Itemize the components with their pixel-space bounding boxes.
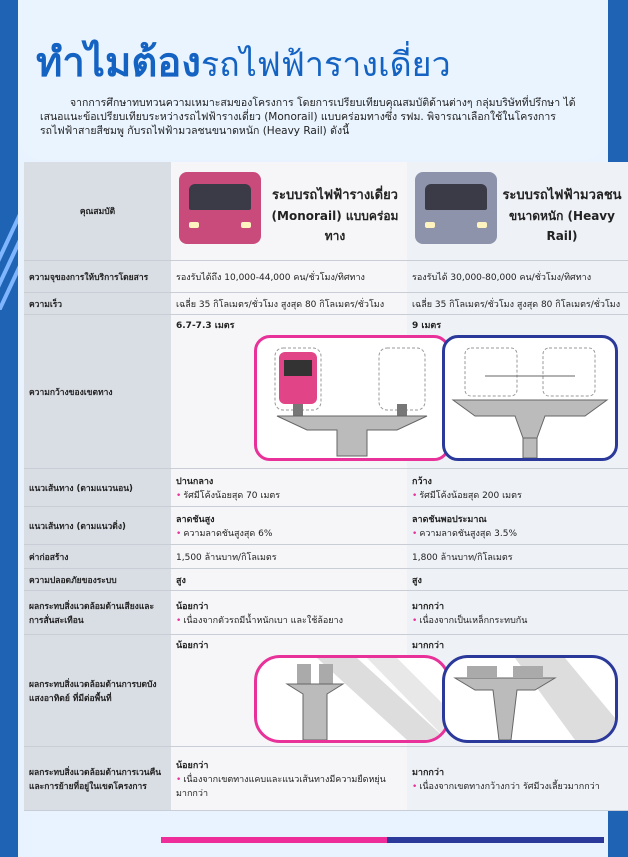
table-row [24,635,628,747]
row-mono: เฉลี่ย 35 กิโลเมตร/ชั่วโมง สูงสุด 80 กิโลเมตร/ชั่วโมง [171,293,407,315]
heavy-width-value: 9 เมตร [412,321,442,331]
row-attr: ความเร็ว [24,293,171,315]
title-part2: รถไฟฟ้ารางเดี่ยว [200,45,451,85]
header-heavy-line2: ขนาดหนัก (Heavy Rail) [509,209,615,243]
row-mono [171,469,407,507]
row-heavy: สูง [407,569,628,591]
row-heavy: เฉลี่ย 35 กิโลเมตร/ชั่วโมง สูงสุด 80 กิโลเมตร/ชั่วโมง [407,293,628,315]
row-attr: แนวเส้นทาง (ตามแนวนอน) [24,469,171,507]
row-attr: ค่าก่อสร้าง [24,545,171,569]
row-heavy [407,747,628,811]
intro-paragraph: จากการศึกษาทบทวนความเหมาะสมของโครงการ โดยการเปรียบเทียบคุณสมบัติด้านต่างๆ กลุ่มบริษัทที่ปรึกษา ได้เสนอแนะข้อเปรียบเทียบระหว่างรถไฟฟ้ารางเดี่ยว (Monorail) แบบคร่อมทางซึ่ง รฟม. พิจารณาเลือกใช้ในโครงการรถไฟฟ้าสายสีชมพู กับรถไฟฟ้ามวลชนขนาดหนัก (Heavy Rail) ดังนี้ [40,97,576,137]
heavy-main: มากกว่า [412,767,444,778]
heavy-sub: • ความลาดชันสูงสุด 3.5% [412,526,628,540]
heavy-main: กว้าง [412,476,432,487]
row-mono [171,747,407,811]
row-attr: ผลกระทบสิ่งแวดล้อมด้านการบดบังแสงอาทิตย์ ที่มีต่อพื้นที่ [24,635,171,747]
row-heavy: 1,800 ล้านบาท/กิโลเมตร [407,545,628,569]
mono-sub: • เนื่องจากตัวรถมีน้ำหนักเบา และใช้ล้อยาง [176,613,402,627]
header-monorail-line2: (Monorail) แบบคร่อมทาง [271,209,399,243]
row-mono [171,507,407,545]
row-mono [171,635,407,747]
mono-main: ปานกลาง [176,476,214,487]
table-row [24,747,628,811]
mono-main: ลาดชันสูง [176,514,215,525]
table-row [24,507,628,545]
row-attr: ผลกระทบสิ่งแวดล้อมด้านเสียงและการสั่นสะเทือน [24,591,171,635]
table-row [24,261,628,293]
table-row [24,293,628,315]
row-heavy [407,469,628,507]
row-mono: สูง [171,569,407,591]
table-row [24,545,628,569]
page-title [36,30,451,90]
heavy-rail-shadow-figure [442,655,618,743]
mono-sub: • เนื่องจากเขตทางแคบและแนวเส้นทางมีความยืดหยุ่นมากกว่า [176,772,402,800]
row-mono: รองรับได้ถึง 10,000-44,000 คน/ชั่วโมง/ทิศทาง [171,261,407,293]
mono-main: น้อยกว่า [176,641,209,651]
heavy-rail-train-icon [415,172,497,244]
mono-sub: • รัศมีโค้งน้อยสุด 70 เมตร [176,488,402,502]
mono-sub: • ความลาดชันสูงสุด 6% [176,526,402,540]
table-row [24,469,628,507]
heavy-main: ลาดชันพอประมาณ [412,514,487,525]
heavy-sub: • รัศมีโค้งน้อยสุด 200 เมตร [412,488,628,502]
row-attr: แนวเส้นทาง (ตามแนวดิ่ง) [24,507,171,545]
table-row [24,591,628,635]
heavy-sub: • เนื่องจากเขตทางกว้างกว่า รัศมีวงเลี้ยวมากกว่า [412,779,628,793]
table-row [24,569,628,591]
header-attribute: คุณสมบัติ [24,162,171,261]
header-heavy-rail [407,162,628,261]
comparison-table [24,162,628,811]
mono-main: น้อยกว่า [176,760,209,771]
heavy-rail-cross-section-figure [442,335,618,461]
row-heavy [407,507,628,545]
header-monorail-line1: ระบบรถไฟฟ้ารางเดี่ยว [271,188,398,203]
heavy-sub: • เนื่องจากเป็นเหล็กกระทบกัน [412,613,628,627]
header-heavy-line1: ระบบรถไฟฟ้ามวลชน [502,188,622,203]
header-monorail [171,162,407,261]
row-attr: ความกว้างของเขตทาง [24,315,171,469]
table-row [24,315,628,469]
title-part1: ทำไมต้อง [36,40,201,86]
table-header [24,162,628,261]
monorail-cross-section-figure [254,335,450,461]
row-heavy: รองรับได้ 30,000-80,000 คน/ชั่วโมง/ทิศทาง [407,261,628,293]
mono-width-value: 6.7-7.3 เมตร [176,321,235,331]
row-mono [171,591,407,635]
mono-main: น้อยกว่า [176,601,209,612]
row-heavy [407,591,628,635]
row-attr: ความจุของการให้บริการโดยสาร [24,261,171,293]
monorail-train-icon [179,172,261,244]
row-attr: ผลกระทบสิ่งแวดล้อมด้านการเวนคืนและการย้ายที่อยู่ในเขตโครงการ [24,747,171,811]
row-mono [171,315,407,469]
bottom-color-bar [24,837,604,843]
monorail-shadow-figure [254,655,450,743]
row-mono: 1,500 ล้านบาท/กิโลเมตร [171,545,407,569]
row-attr: ความปลอดภัยของระบบ [24,569,171,591]
heavy-main: มากกว่า [412,641,444,651]
heavy-main: มากกว่า [412,601,444,612]
